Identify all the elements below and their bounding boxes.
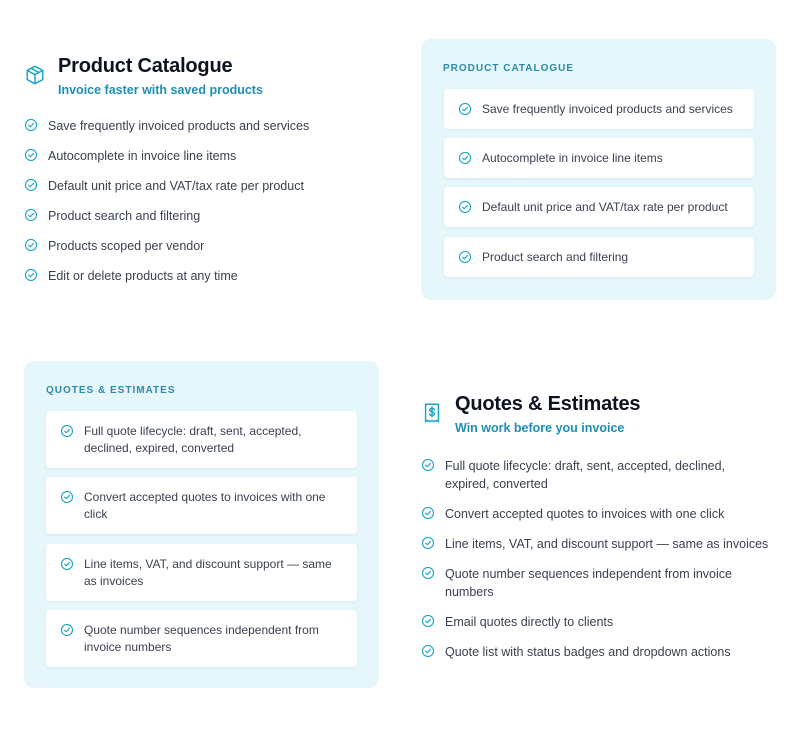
- list-item: [421, 457, 781, 505]
- product-catalogue-card: [421, 39, 776, 300]
- product-catalogue-header: [24, 54, 384, 97]
- check-circle-icon: [458, 250, 472, 264]
- list-item-text: Line items, VAT, and discount support — same as invoices: [445, 537, 769, 551]
- check-circle-icon: [60, 424, 74, 438]
- quotes-estimates-header: [421, 392, 781, 435]
- check-circle-icon: [60, 490, 74, 504]
- list-item: [24, 207, 384, 237]
- product-catalogue-feature: [24, 54, 384, 297]
- quotes-estimates-subtitle: Win work before you invoice: [455, 421, 625, 435]
- card-label: PRODUCT CATALOGUE: [443, 63, 575, 74]
- card-item: [46, 544, 357, 601]
- card-item: [46, 411, 357, 468]
- list-item: [24, 177, 384, 207]
- check-circle-icon: [24, 148, 38, 162]
- box-icon: [24, 64, 46, 86]
- check-circle-icon: [458, 200, 472, 214]
- list-item: [421, 535, 781, 565]
- check-circle-icon: [421, 614, 435, 628]
- check-circle-icon: [24, 268, 38, 282]
- list-item-text: Save frequently invoiced products and services: [48, 119, 310, 133]
- check-circle-icon: [60, 623, 74, 637]
- list-item-text: Product search and filtering: [48, 209, 201, 223]
- check-circle-icon: [24, 238, 38, 252]
- card-item-text: Product search and filtering: [482, 250, 629, 264]
- quotes-estimates-feature: [421, 392, 781, 673]
- product-catalogue-title: Product Catalogue: [58, 55, 233, 77]
- list-item: [421, 613, 781, 643]
- card-item: [444, 89, 754, 129]
- list-item: [421, 505, 781, 535]
- receipt-dollar-icon: [421, 402, 443, 424]
- check-circle-icon: [24, 208, 38, 222]
- check-circle-icon: [421, 458, 435, 472]
- card-item: [444, 237, 754, 277]
- check-circle-icon: [421, 644, 435, 658]
- list-item: [24, 147, 384, 177]
- quotes-estimates-list: [421, 457, 781, 673]
- product-catalogue-list: [24, 117, 384, 297]
- card-item-text: Quote number sequences independent from invoice numbers: [84, 623, 319, 654]
- product-catalogue-subtitle: Invoice faster with saved products: [58, 83, 263, 97]
- card-item: [46, 477, 357, 534]
- card-item-text: Convert accepted quotes to invoices with one click: [84, 490, 326, 521]
- card-item-text: Save frequently invoiced products and services: [482, 102, 733, 116]
- check-circle-icon: [421, 566, 435, 580]
- check-circle-icon: [421, 536, 435, 550]
- card-item-text: Full quote lifecycle: draft, sent, accepted, declined, expired, converted: [84, 424, 302, 455]
- list-item-text: Convert accepted quotes to invoices with one click: [445, 507, 725, 521]
- list-item: [24, 117, 384, 147]
- check-circle-icon: [458, 102, 472, 116]
- card-label: QUOTES & ESTIMATES: [46, 385, 176, 396]
- card-item: [46, 610, 357, 667]
- list-item-text: Quote list with status badges and dropdown actions: [445, 645, 731, 659]
- card-item-text: Autocomplete in invoice line items: [482, 151, 663, 165]
- check-circle-icon: [458, 151, 472, 165]
- card-item-text: Default unit price and VAT/tax rate per product: [482, 200, 728, 214]
- card-item: [444, 138, 754, 178]
- card-item-text: Line items, VAT, and discount support — same as invoices: [84, 557, 332, 588]
- list-item-text: Full quote lifecycle: draft, sent, accepted, declined, expired, converted: [445, 459, 726, 491]
- card-item: [444, 187, 754, 227]
- list-item-text: Email quotes directly to clients: [445, 615, 614, 629]
- list-item: [24, 237, 384, 267]
- list-item: [421, 643, 781, 673]
- list-item: [421, 565, 781, 613]
- check-circle-icon: [24, 118, 38, 132]
- list-item-text: Autocomplete in invoice line items: [48, 149, 237, 163]
- quotes-estimates-title: Quotes & Estimates: [455, 393, 641, 415]
- check-circle-icon: [24, 178, 38, 192]
- quotes-estimates-card: [24, 361, 379, 688]
- list-item: [24, 267, 384, 297]
- check-circle-icon: [60, 557, 74, 571]
- list-item-text: Products scoped per vendor: [48, 239, 205, 253]
- list-item-text: Default unit price and VAT/tax rate per product: [48, 179, 304, 193]
- list-item-text: Edit or delete products at any time: [48, 269, 238, 283]
- check-circle-icon: [421, 506, 435, 520]
- list-item-text: Quote number sequences independent from invoice numbers: [445, 567, 732, 599]
